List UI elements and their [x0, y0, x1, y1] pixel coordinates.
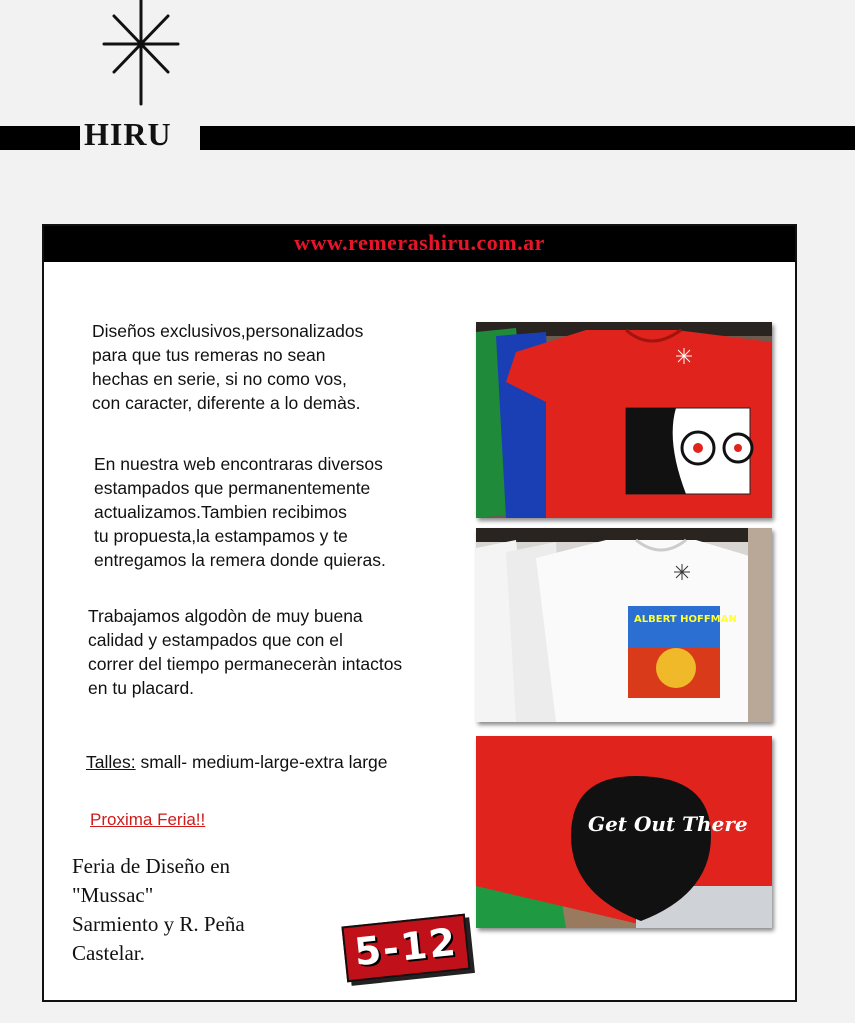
sizes-value: small- medium-large-extra large — [135, 752, 388, 772]
sizes-label: Talles: — [86, 752, 136, 772]
photo-red-folded-shirt — [476, 736, 772, 928]
fair-details: Feria de Diseño en "Mussac" Sarmiento y R. Peña Castelar. — [72, 854, 245, 965]
web-paragraph: En nuestra web encontraras diversos estampados que permanentemente actualizamos.Tambien recibimos tu propuesta,la estampamos y te entregamos la remera donde quieras. — [94, 454, 386, 570]
print-text-lettering: Get Out There — [588, 812, 748, 836]
header-bar-left — [0, 126, 80, 150]
header-bar-right — [200, 126, 855, 150]
quality-paragraph: Trabajamos algodòn de muy buena calidad y estampados que con el correr del tiempo permaneceràn intactos en tu placard. — [88, 606, 403, 698]
photo-white-shirts — [476, 528, 772, 722]
website-url[interactable]: www.remerashiru.com.ar — [44, 226, 795, 262]
photo-red-shirt — [476, 322, 772, 518]
shirt-star-icon — [676, 348, 692, 364]
print-text: ALBERT HOFFMAN — [634, 614, 737, 625]
info-card — [42, 224, 797, 1002]
next-fair-link[interactable]: Proxima Feria!! — [90, 810, 206, 829]
brand-name: HIRU — [84, 116, 172, 152]
shirt-star-icon — [674, 564, 690, 580]
star-asterisk-icon — [102, 0, 180, 106]
sizes-line — [86, 752, 388, 773]
intro-paragraph: Diseños exclusivos,personalizados para que tus remeras no sean hechas en serie, si no como vos, con caracter, diferente a lo demàs. — [92, 321, 364, 413]
fair-date-badge: 5-12 — [341, 914, 470, 983]
